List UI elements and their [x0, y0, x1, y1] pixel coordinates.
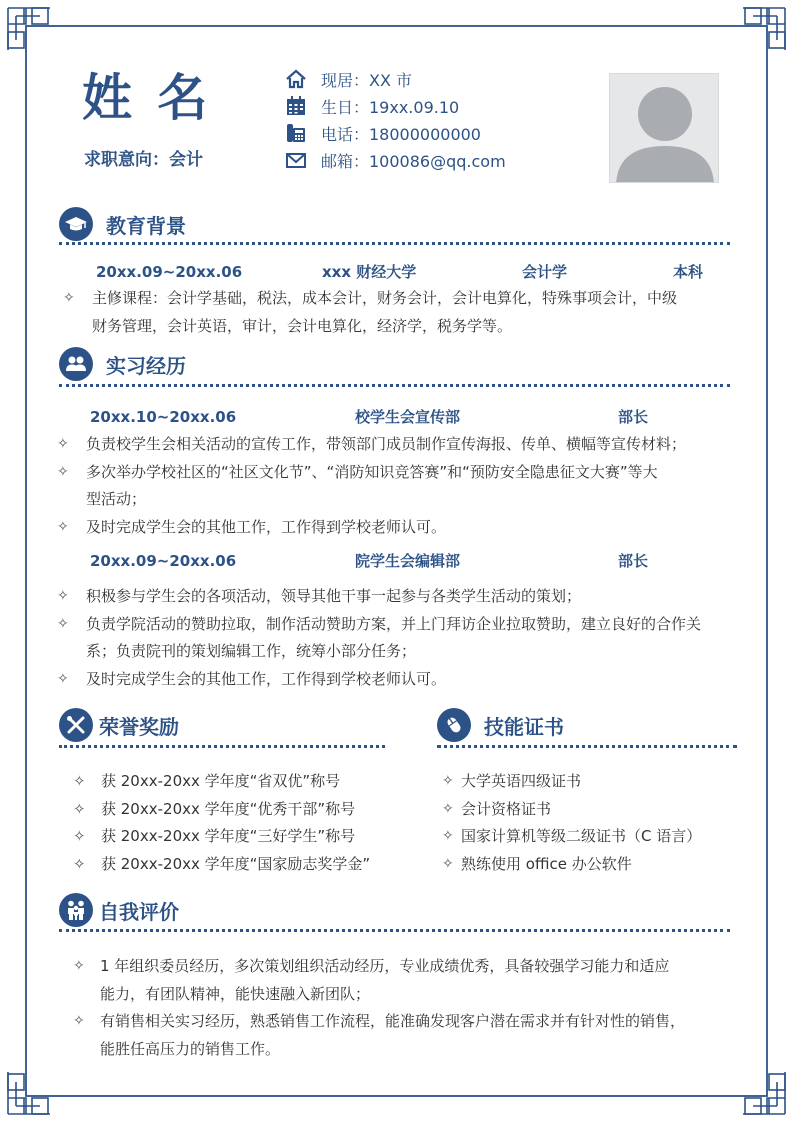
mouse-icon	[437, 708, 471, 742]
bullet-marker: ✧	[57, 615, 69, 632]
list-item	[430, 796, 760, 824]
honors-list	[0, 768, 420, 878]
education-period: 20xx.09~20xx.06	[96, 263, 243, 281]
education-row	[0, 260, 793, 284]
section-self-eval	[59, 890, 179, 930]
list-item	[0, 851, 420, 879]
bullet-marker: ✧	[73, 1013, 85, 1029]
divider	[59, 745, 385, 748]
internship-job-1-row	[0, 405, 793, 429]
list-item	[0, 796, 420, 824]
list-item	[0, 431, 793, 459]
bullet-text: 负责校学生会相关活动的宣传工作，带领部门成员制作宣传海报、传单、横幅等宣传材料；	[86, 435, 687, 453]
self-eval-title: 自我评价	[99, 899, 179, 924]
address-text: 现居：XX 市	[321, 70, 413, 90]
honors-title: 荣誉奖励	[99, 714, 179, 739]
skill-text: 会计资格证书	[461, 799, 552, 818]
internship-title: 实习经历	[106, 353, 186, 378]
bullet-marker: ✧	[442, 773, 454, 789]
job-2-period: 20xx.09~20xx.06	[90, 552, 237, 570]
honor-text: 获 20xx-20xx 学年度“优秀干部”称号	[101, 799, 356, 818]
list-item	[0, 768, 420, 796]
bullet-marker: ✧	[73, 827, 86, 845]
courses-line-1: 主修课程：会计学基础，税法，成本会计，财务会计，会计电算化，特殊事项会计，中级	[92, 289, 678, 307]
info-phone	[284, 120, 481, 146]
bullet-text: 多次举办学校社区的“社区文化节”、“消防知识竞答赛”和“预防安全隐患征文大赛”等大	[86, 462, 658, 481]
list-item	[430, 823, 760, 851]
list-item	[0, 514, 793, 542]
bullet-marker: ✧	[57, 463, 69, 480]
courses-line-2: 财务管理，会计英语，审计，会计电算化，经济学，税务学等。	[92, 316, 513, 335]
profile-photo	[609, 73, 719, 183]
avatar-icon	[610, 74, 719, 183]
list-item	[430, 851, 760, 879]
bullet-marker: ✧	[57, 436, 69, 452]
skill-text: 大学英语四级证书	[461, 772, 582, 790]
phone-icon	[284, 121, 308, 145]
education-title: 教育背景	[106, 213, 186, 238]
divider	[59, 242, 730, 245]
eval-text: 有销售相关实习经历，熟悉销售工作流程，能准确发现客户潜在需求并有针对性的销售，	[100, 1012, 686, 1030]
email-text: 邮箱：100086@qq.com	[321, 151, 506, 171]
job-2-org: 院学生会编辑部	[355, 552, 461, 570]
eval-text-cont: 能力，有团队精神，能快速融入新团队；	[100, 984, 371, 1003]
job-1-role: 部长	[618, 408, 649, 426]
bullet-marker: ✧	[73, 799, 86, 818]
skill-text: 国家计算机等级二级证书（C 语言）	[461, 827, 702, 845]
skills-list	[430, 768, 760, 878]
bullet-text-cont: 系；负责院刊的策划编辑工作，统筹小部分任务；	[86, 642, 417, 660]
list-item	[0, 823, 420, 851]
eval-text-cont: 能胜任高压力的销售工作。	[100, 1039, 281, 1058]
section-education	[59, 204, 186, 244]
bullet-marker: ✧	[73, 854, 86, 873]
self-eval-list	[0, 953, 793, 1063]
bullet-text: 及时完成学生会的其他工作，工作得到学校老师认可。	[86, 669, 447, 688]
divider	[437, 745, 737, 748]
phone-text: 电话：18000000000	[321, 124, 481, 144]
team-icon	[59, 347, 93, 381]
bullet-marker: ✧	[73, 772, 86, 790]
bullet-marker: ✧	[73, 958, 85, 974]
skill-text: 熟练使用 office 办公软件	[461, 854, 632, 873]
bullet-text: 及时完成学生会的其他工作，工作得到学校老师认可。	[86, 517, 447, 536]
name-title: 姓 名	[82, 69, 212, 127]
people-icon	[59, 893, 93, 927]
bullet-marker: ✧	[442, 800, 454, 817]
job-2-role: 部长	[618, 552, 649, 570]
education-major: 会计学	[522, 263, 568, 281]
job-2-bullets	[0, 583, 793, 693]
section-internship	[59, 344, 186, 384]
job-intent: 求职意向：会计	[84, 150, 203, 170]
list-item	[0, 953, 793, 1008]
home-icon	[284, 67, 308, 91]
bullet-marker: ✧	[57, 588, 69, 604]
bullet-text-cont: 型活动；	[86, 490, 147, 508]
bullet-marker: ✧	[442, 855, 454, 872]
info-birthday	[284, 93, 459, 119]
list-item	[0, 583, 793, 611]
honor-text: 获 20xx-20xx 学年度“省双优”称号	[101, 772, 341, 790]
list-item	[0, 1008, 793, 1063]
tools-icon	[59, 708, 93, 742]
education-degree: 本科	[673, 263, 704, 281]
info-address	[284, 66, 412, 92]
section-skills	[437, 705, 564, 745]
info-email	[284, 147, 506, 173]
education-courses	[0, 285, 793, 340]
bullet-marker: ✧	[57, 518, 69, 535]
bullet-marker: ✧	[63, 290, 75, 306]
education-school: xxx 财经大学	[322, 263, 417, 281]
job-1-org: 校学生会宣传部	[355, 408, 461, 426]
internship-job-2-row	[0, 549, 793, 573]
mail-icon	[284, 148, 308, 172]
job-1-bullets	[0, 431, 793, 541]
bullet-text: 积极参与学生会的各项活动，领导其他干事一起参与各类学生活动的策划；	[86, 587, 582, 605]
honor-text: 获 20xx-20xx 学年度“国家励志奖学金”	[101, 854, 371, 873]
section-honors	[59, 705, 179, 745]
eval-text: 1 年组织委员经历，多次策划组织活动经历，专业成绩优秀，具备较强学习能力和适应	[100, 957, 670, 975]
list-item	[430, 768, 760, 796]
honor-text: 获 20xx-20xx 学年度“三好学生”称号	[101, 827, 356, 845]
list-item	[0, 459, 793, 514]
list-item	[0, 666, 793, 694]
skills-title: 技能证书	[484, 714, 564, 739]
bullet-marker: ✧	[442, 828, 454, 844]
divider	[59, 384, 730, 387]
bullet-text: 负责学院活动的赞助拉取，制作活动赞助方案，并上门拜访企业拉取赞助，建立良好的合作关	[86, 614, 702, 633]
list-item	[0, 611, 793, 666]
divider	[59, 929, 730, 932]
calendar-icon	[284, 94, 308, 118]
bullet-marker: ✧	[57, 670, 69, 687]
graduation-cap-icon	[59, 207, 93, 241]
job-1-period: 20xx.10~20xx.06	[90, 408, 237, 426]
birthday-text: 生日：19xx.09.10	[321, 97, 460, 117]
